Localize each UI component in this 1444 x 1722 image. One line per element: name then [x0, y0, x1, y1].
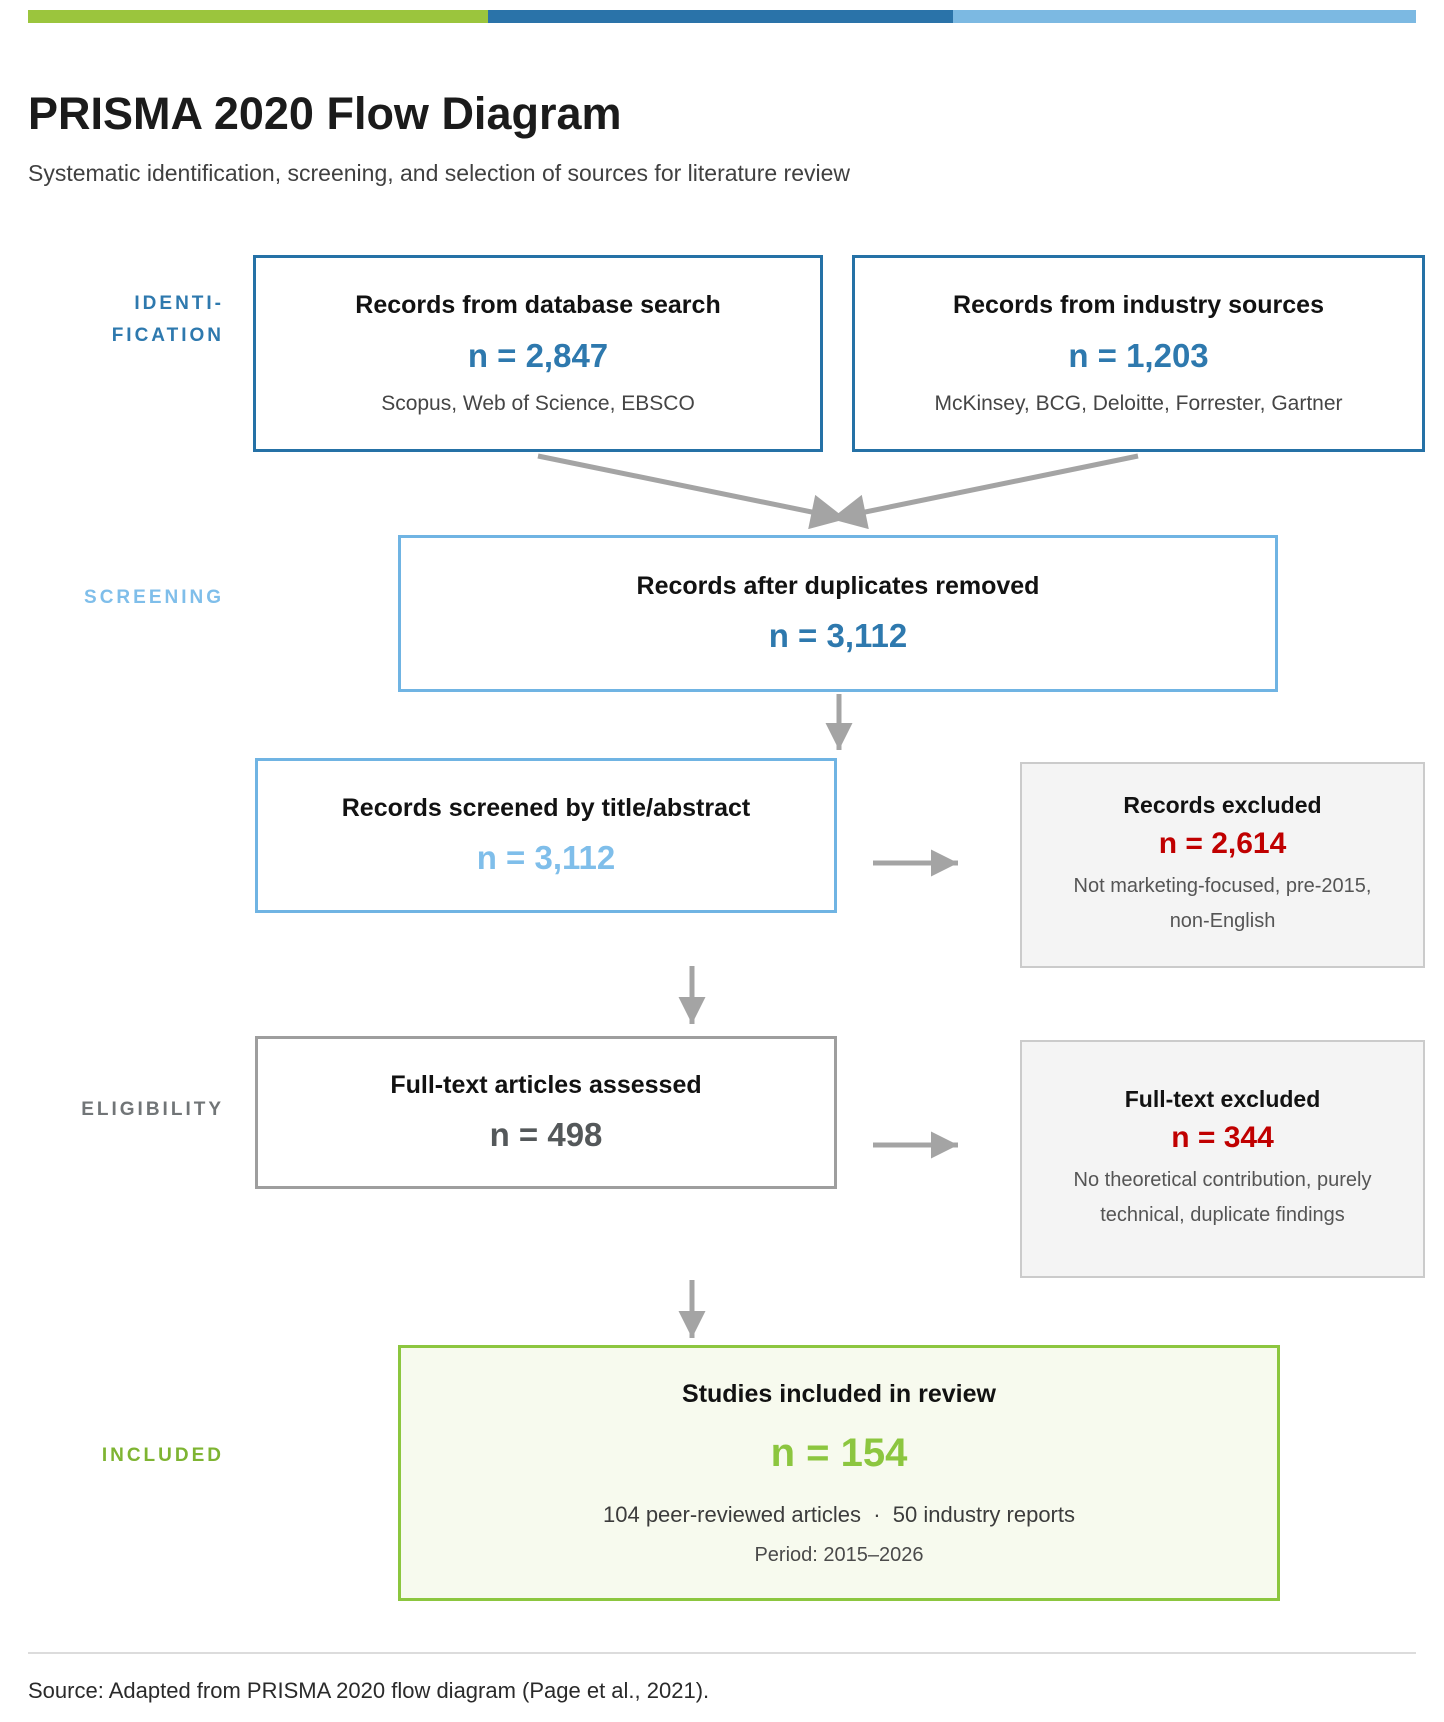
stage-label-included: INCLUDED [101, 1445, 224, 1466]
stage-label-screening: SCREENING [84, 587, 224, 608]
box-records-database-search [253, 255, 823, 452]
box-records-database-search-detail: Scopus, Web of Science, EBSCO [381, 392, 695, 415]
stage-label-eligibility: ELIGIBILITY [81, 1099, 224, 1120]
box-duplicates-removed [398, 535, 1278, 692]
accent-bar-green-segment [28, 10, 488, 23]
box-records-industry-sources-count: n = 1,203 [1068, 337, 1209, 374]
source-note: Source: Adapted from PRISMA 2020 flow diagram (Page et al., 2021). [28, 1678, 710, 1703]
box-studies-included-title: Studies included in review [682, 1379, 996, 1408]
box-studies-included [398, 1345, 1280, 1601]
box-records-excluded [1020, 762, 1425, 968]
box-records-excluded-title: Records excluded [1123, 791, 1322, 818]
box-duplicates-removed-title: Records after duplicates removed [636, 572, 1040, 600]
box-fulltext-assessed-title: Full-text articles assessed [390, 1071, 702, 1099]
accent-bar-darkblue-segment [488, 10, 953, 23]
box-records-excluded-count: n = 2,614 [1158, 826, 1287, 860]
box-fulltext-excluded [1020, 1040, 1425, 1278]
box-studies-included-period: Period: 2015–2026 [754, 1543, 924, 1566]
stage-label-identification-line1: IDENTI- [134, 293, 224, 314]
page-title: PRISMA 2020 Flow Diagram [28, 88, 622, 139]
box-duplicates-removed-count: n = 3,112 [768, 617, 908, 654]
box-records-screened [255, 758, 837, 913]
box-records-industry-sources [852, 255, 1425, 452]
box-fulltext-excluded-count: n = 344 [1171, 1120, 1274, 1154]
box-records-industry-sources-title: Records from industry sources [953, 291, 1324, 319]
box-studies-included-detail: 104 peer-reviewed articles · 50 industry reports [603, 1501, 1075, 1527]
box-records-industry-sources-detail: McKinsey, BCG, Deloitte, Forrester, Gartner [934, 392, 1343, 415]
top-accent-bar [28, 10, 1416, 23]
box-studies-included-count: n = 154 [770, 1430, 908, 1475]
box-records-excluded-detail: Not marketing-focused, pre-2015, non-English [1073, 874, 1372, 932]
box-records-screened-count: n = 3,112 [476, 839, 616, 876]
box-records-screened-title: Records screened by title/abstract [341, 794, 751, 822]
box-fulltext-assessed [255, 1036, 837, 1189]
page-subtitle: Systematic identification, screening, and selection of sources for literature review [28, 160, 851, 186]
stage-label-identification [0, 288, 224, 352]
box-fulltext-assessed-count: n = 498 [489, 1116, 603, 1153]
box-fulltext-excluded-title: Full-text excluded [1124, 1085, 1321, 1112]
footer-divider [28, 1652, 1416, 1654]
arrow-merge-right [831, 456, 1138, 519]
box-records-database-search-title: Records from database search [355, 291, 721, 319]
box-records-database-search-count: n = 2,847 [467, 337, 609, 374]
box-fulltext-excluded-detail: No theoretical contribution, purely technical, duplicate findings [1073, 1168, 1372, 1226]
stage-label-identification-line2: FICATION [111, 325, 224, 346]
arrow-merge-left [538, 456, 846, 519]
accent-bar-lightblue-segment [953, 10, 1416, 23]
